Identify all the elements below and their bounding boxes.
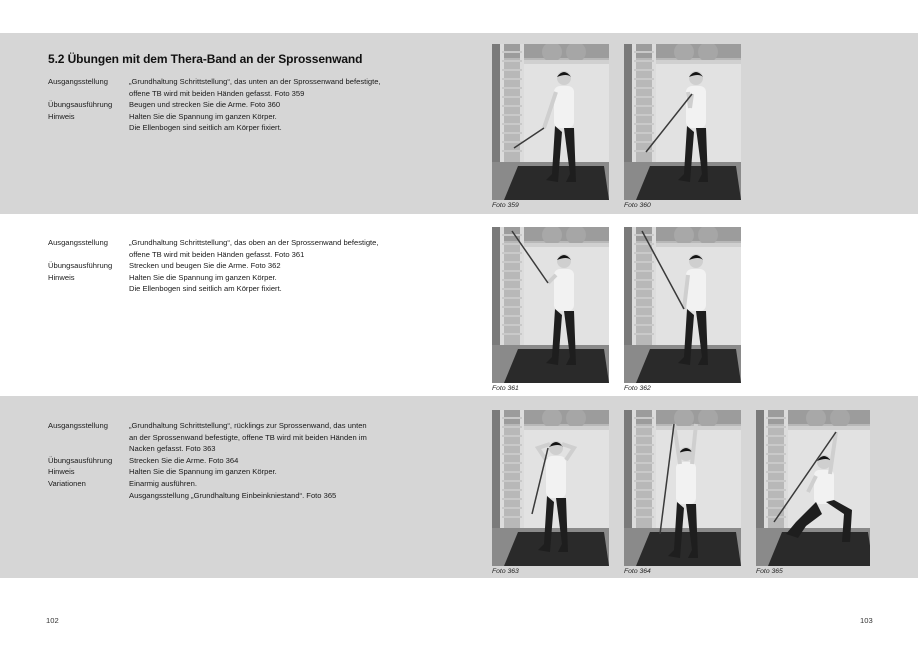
exercise-photo	[492, 227, 609, 383]
row-text	[129, 478, 448, 501]
row-text	[129, 466, 448, 478]
row-label: Variationen	[48, 478, 86, 488]
exercise-3-text	[48, 420, 448, 501]
photo-caption: Foto 359	[492, 202, 519, 209]
exercise-photo	[756, 410, 870, 566]
row-hinweis	[48, 111, 448, 134]
text-line: offene TB wird mit beiden Händen gefasst. Foto 361	[129, 249, 305, 259]
text-line: „Grundhaltung Schrittstellung“, rücklings zur Sprossenwand, das unten	[129, 421, 367, 430]
photo-caption: Foto 362	[624, 385, 651, 392]
row-text	[129, 99, 448, 111]
page-number-right: 103	[860, 616, 873, 625]
exercise-photo	[624, 410, 741, 566]
text-line: Beugen und strecken Sie die Arme. Foto 360	[129, 100, 281, 110]
row-label: Ausgangsstellung	[48, 238, 108, 247]
row-uebungsausfuehrung	[48, 455, 448, 467]
text-line: „Grundhaltung Schrittstellung“, das unten an der Sprossenwand befestigte,	[129, 77, 381, 86]
row-text	[129, 237, 448, 260]
section-title: 5.2 Übungen mit dem Thera-Band an der Sprossenwand	[48, 52, 363, 66]
row-label: Hinweis	[48, 272, 75, 282]
photo-caption: Foto 363	[492, 568, 519, 575]
row-label: Übungsausführung	[48, 455, 113, 465]
photo-caption: Foto 361	[492, 385, 519, 392]
photo-caption: Foto 365	[756, 568, 783, 575]
exercise-photo	[492, 410, 609, 566]
text-line: Die Ellenbogen sind seitlich am Körper fixiert.	[129, 284, 282, 294]
row-ausgangsstellung	[48, 420, 448, 455]
text-line: Strecken Sie die Arme. Foto 364	[129, 455, 239, 465]
row-ausgangsstellung	[48, 76, 448, 99]
row-label: Ausgangsstellung	[48, 77, 108, 86]
row-label: Ausgangsstellung	[48, 421, 108, 430]
row-text	[129, 420, 448, 455]
text-line: Einarmig ausführen.	[129, 478, 197, 488]
exercise-photo	[624, 44, 741, 200]
page-number-left: 102	[46, 616, 59, 625]
row-text	[129, 111, 448, 134]
row-hinweis	[48, 272, 448, 295]
top-margin	[0, 0, 918, 33]
text-line: Ausgangsstellung „Grundhaltung Einbeinkniestand“. Foto 365	[129, 490, 337, 500]
row-variationen	[48, 478, 448, 501]
photo-caption: Foto 360	[624, 202, 651, 209]
row-label: Hinweis	[48, 111, 75, 121]
text-line: Strecken und beugen Sie die Arme. Foto 362	[129, 261, 281, 271]
text-line: „Grundhaltung Schrittstellung“, das oben an der Sprossenwand befestigte,	[129, 238, 379, 247]
row-label: Hinweis	[48, 467, 75, 477]
exercise-photo	[492, 44, 609, 200]
row-label: Übungsausführung	[48, 100, 113, 110]
exercise-photo	[624, 227, 741, 383]
row-ausgangsstellung	[48, 237, 448, 260]
text-line: Halten Sie die Spannung im ganzen Körper.	[129, 272, 277, 282]
text-line: Die Ellenbogen sind seitlich am Körper fixiert.	[129, 123, 282, 133]
photo-caption: Foto 364	[624, 568, 651, 575]
text-line: Halten Sie die Spannung im ganzen Körper.	[129, 467, 277, 477]
row-text	[129, 76, 448, 99]
text-line: offene TB wird mit beiden Händen gefasst. Foto 359	[129, 88, 305, 98]
text-line: an der Sprossenwand befestigte, offene TB wird mit beiden Händen im	[129, 432, 367, 442]
row-text	[129, 272, 448, 295]
row-text	[129, 260, 448, 272]
exercise-1-text	[48, 76, 448, 134]
row-uebungsausfuehrung	[48, 260, 448, 272]
row-text	[129, 455, 448, 467]
text-line: Nacken gefasst. Foto 363	[129, 444, 216, 454]
row-hinweis	[48, 466, 448, 478]
text-line: Halten Sie die Spannung im ganzen Körper.	[129, 111, 277, 121]
row-uebungsausfuehrung	[48, 99, 448, 111]
exercise-2-text	[48, 237, 448, 295]
row-label: Übungsausführung	[48, 261, 113, 271]
